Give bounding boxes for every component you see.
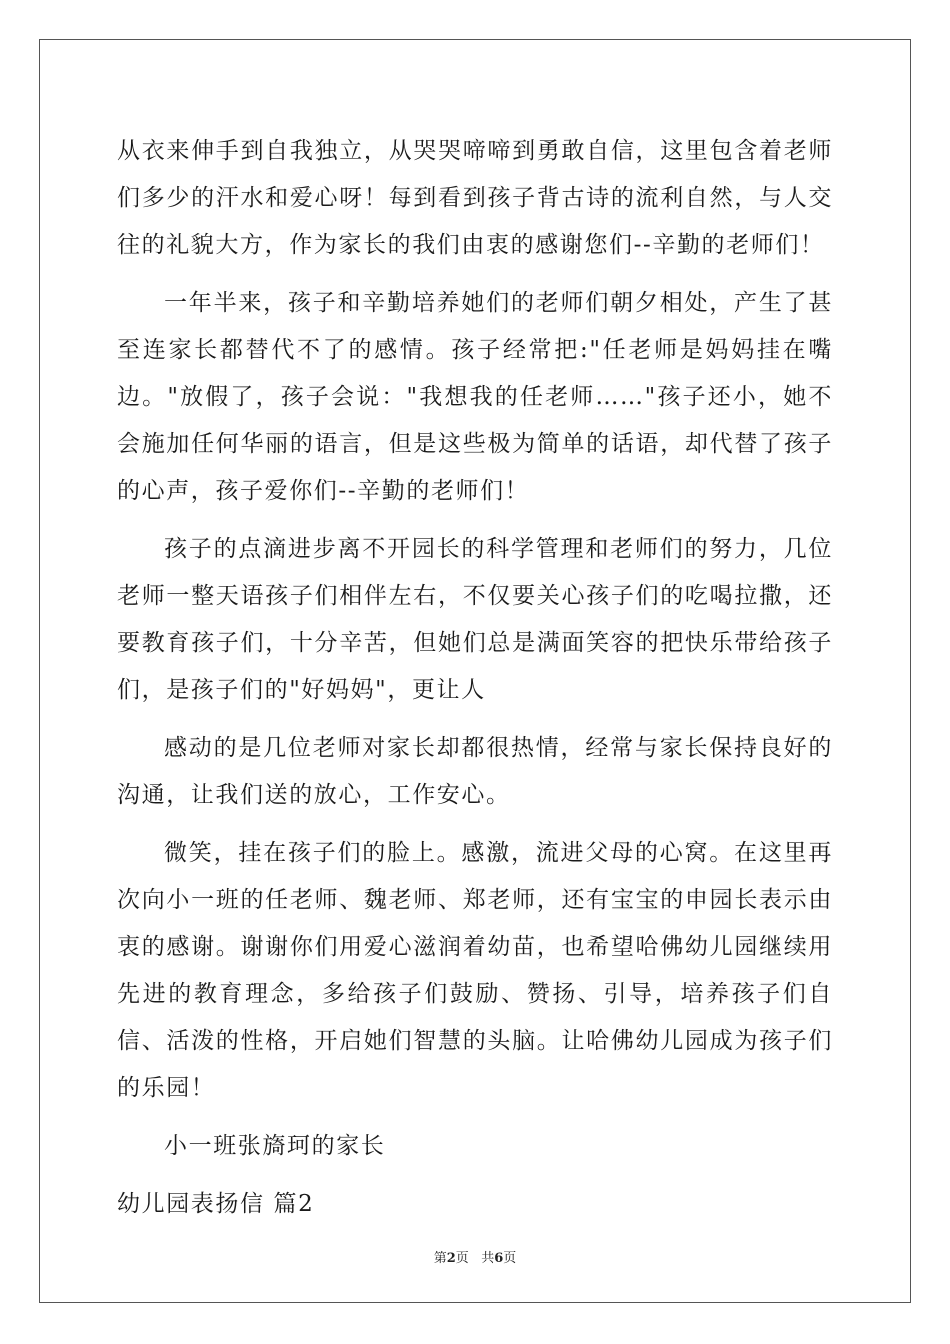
paragraph-2: 一年半来，孩子和辛勤培养她们的老师们朝夕相处，产生了甚至连家长都替代不了的感情。孩子经常把:"任老师是妈妈挂在嘴边。"放假了，孩子会说："我想我的任老师……"孩子还小，她不会施加任何华丽的语言，但是这些极为简单的话语，却代替了孩子的心声，孩子爱你们--辛勤的老师们！ <box>117 290 833 504</box>
paragraph-5: 微笑，挂在孩子们的脸上。感激，流进父母的心窝。在这里再次向小一班的任老师、魏老师、郑老师，还有宝宝的申园长表示由衷的感谢。谢谢你们用爱心滋润着幼苗，也希望哈佛幼儿园继续用先进的教育理念，多给孩子们鼓励、赞扬、引导，培养孩子们自信、活泼的性格，开启她们智慧的头脑。让哈佛幼儿园成为孩子们的乐园！ <box>117 840 833 1101</box>
page-number: 2 <box>446 1251 456 1266</box>
page-prefix: 第 <box>433 1251 447 1266</box>
paragraph-3: 孩子的点滴进步离不开园长的科学管理和老师们的努力，几位老师一整天语孩子们相伴左右，不仅要关心孩子们的吃喝拉撒，还要教育孩子们，十分辛苦，但她们总是满面笑容的把快乐带给孩子们，是孩子们的"好妈妈"，更让人 <box>117 536 833 703</box>
total-prefix: 共 <box>481 1251 495 1266</box>
total-suffix: 页 <box>503 1251 517 1266</box>
page-suffix: 页 <box>455 1251 469 1266</box>
page-footer <box>0 1247 950 1266</box>
document-body <box>117 128 833 1228</box>
total-pages: 6 <box>494 1251 504 1266</box>
paragraph-1: 从衣来伸手到自我独立，从哭哭啼啼到勇敢自信，这里包含着老师们多少的汗水和爱心呀！每到看到孩子背古诗的流利自然，与人交往的礼貌大方，作为家长的我们由衷的感谢您们--辛勤的老师们！ <box>117 138 833 258</box>
paragraph-4: 感动的是几位老师对家长却都很热情，经常与家长保持良好的沟通，让我们送的放心，工作安心。 <box>117 735 833 808</box>
section-title: 幼儿园表扬信 篇2 <box>117 1191 315 1217</box>
signature: 小一班张旖珂的家长 <box>164 1133 386 1159</box>
